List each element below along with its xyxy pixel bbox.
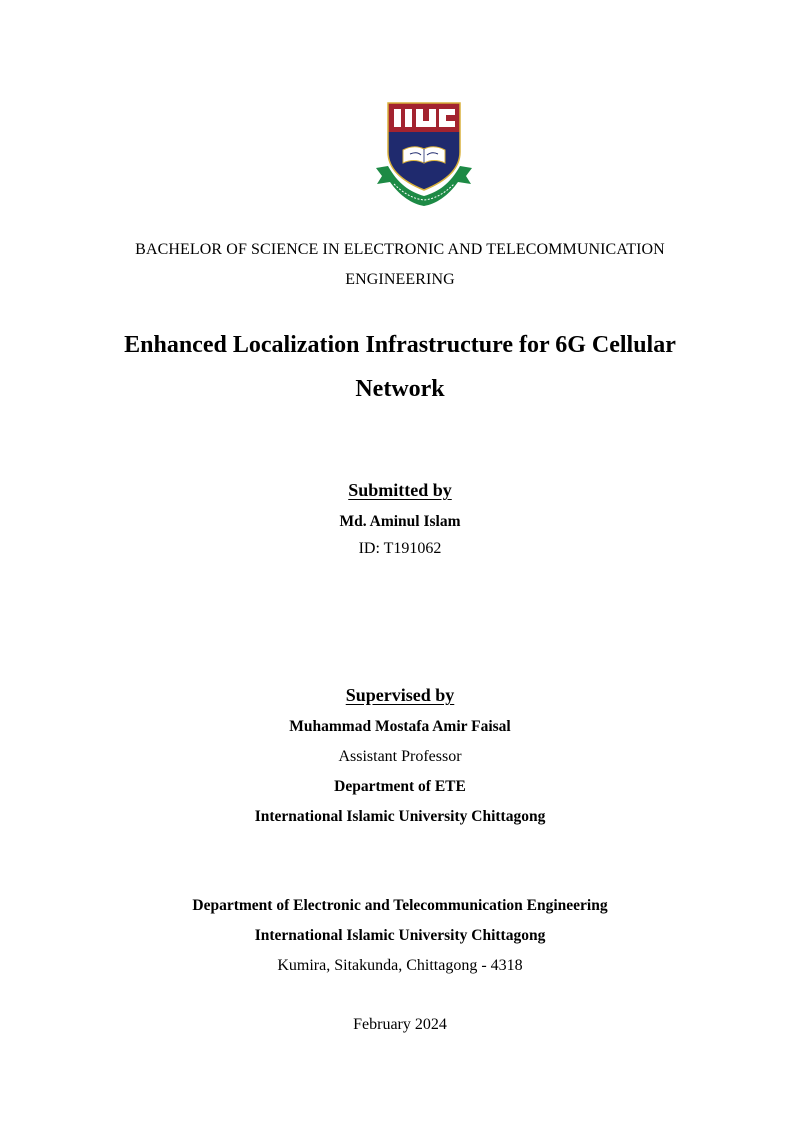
submitted-by-heading: Submitted by bbox=[348, 480, 452, 500]
supervisor-position: Assistant Professor bbox=[338, 748, 462, 765]
thesis-title-line-1: Enhanced Localization Infrastructure for 6G Cellular bbox=[124, 332, 676, 358]
institution-university: International Islamic University Chittagong bbox=[254, 927, 546, 944]
supervised-by-heading: Supervised by bbox=[345, 685, 455, 705]
supervisor-department: Department of ETE bbox=[334, 778, 466, 795]
student-name: Md. Aminul Islam bbox=[339, 513, 461, 530]
thesis-title-line-2: Network bbox=[355, 376, 445, 402]
institution-address: Kumira, Sitakunda, Chittagong - 4318 bbox=[277, 957, 523, 974]
submission-date: February 2024 bbox=[353, 1016, 447, 1033]
degree-line-2: ENGINEERING bbox=[345, 271, 455, 288]
degree-line-1: BACHELOR OF SCIENCE IN ELECTRONIC AND TELECOMMUNICATION bbox=[135, 241, 665, 258]
supervisor-university: International Islamic University Chittagong bbox=[254, 808, 546, 825]
institution-department: Department of Electronic and Telecommunication Engineering bbox=[192, 897, 608, 914]
university-crest-logo bbox=[374, 100, 474, 208]
student-id: ID: T191062 bbox=[358, 540, 442, 557]
supervisor-name: Muhammad Mostafa Amir Faisal bbox=[289, 718, 511, 735]
